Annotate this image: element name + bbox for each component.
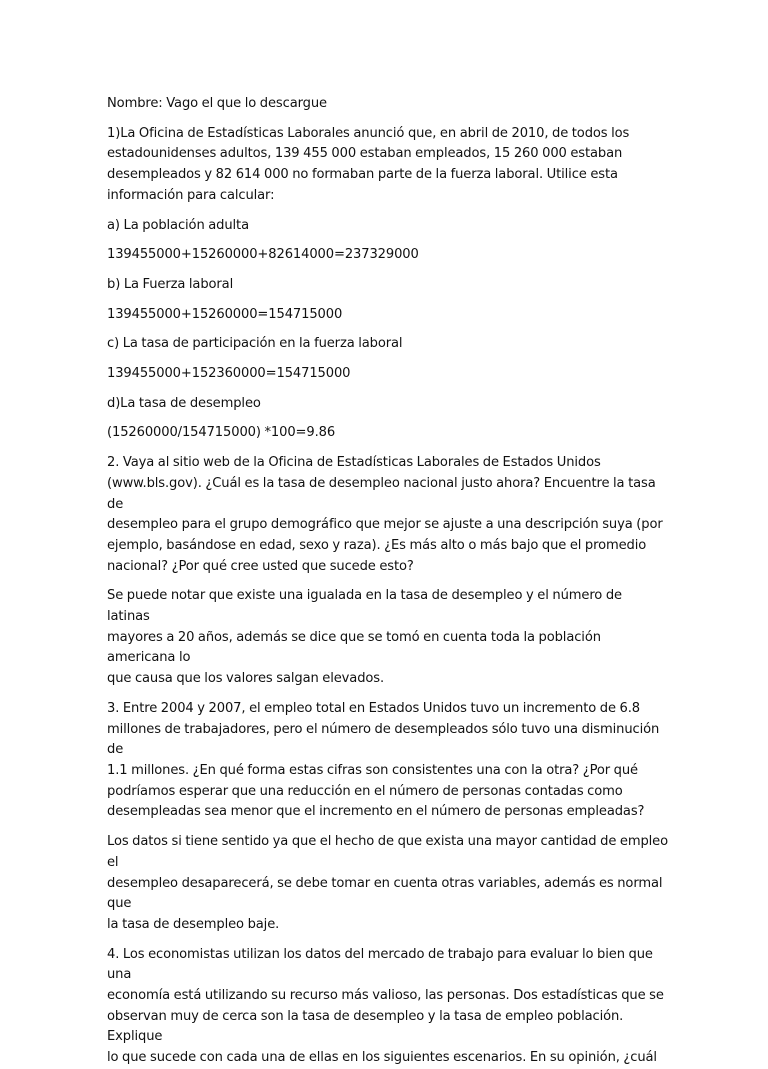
question-2-text: 2. Vaya al sitio web de la Oficina de Estadísticas Laborales de Estados Unidos (www.bls.gov). ¿Cuál es la tasa de desempleo nacional justo ahora? Encuentre la tasa de desempleo para el grupo demográfico que mejor se ajuste a una descripción suya (por ejemplo, basándose en edad, sexo y raza). ¿Es más alto o más bajo que el promedio nacional? ¿Por qué cree usted que sucede esto? xyxy=(107,455,663,574)
question-3-text: 3. Entre 2004 y 2007, el empleo total en Estados Unidos tuvo un incremento de 6.8 millones de trabajadores, pero el número de desempleados sólo tuvo una disminución de 1.1 millones. ¿En qué forma estas cifras son consistentes una con la otra? ¿Por qué podríamos esperar que una reducción en el número de personas contadas como desempleadas sea menor que el incremento en el número de personas empleadas? xyxy=(107,700,660,820)
item-a-label: a) La población adulta xyxy=(107,217,249,233)
answer-2-text: Se puede notar que existe una igualada en la tasa de desempleo y el número de latinas mayores a 20 años, además se dice que se tomó en cuenta toda la población americana lo que causa que los valores salgan elevados. xyxy=(107,588,622,687)
item-b-answer: 139455000+15260000=154715000 xyxy=(107,306,343,322)
answer-3-text: Los datos si tiene sentido ya que el hecho de que exista una mayor cantidad de empleo el desempleo desaparecerá, se debe tomar en cuenta otras variables, además es normal que la tasa de desempleo baje. xyxy=(107,834,669,932)
item-b-label: b) La Fuerza laboral xyxy=(107,276,234,292)
question-4-text: 4. Los economistas utilizan los datos del mercado de trabajo para evaluar lo bien que una economía está utilizando su recurso más valioso, las personas. Dos estadísticas que se observan muy de cerca son la tasa de desempleo y la tasa de empleo población. Explique lo que sucede con cada una de ellas en los siguientes escenarios. En su opinión, ¿cuál xyxy=(107,946,664,1066)
item-c-answer: 139455000+152360000=154715000 xyxy=(107,366,351,382)
question-1-text: 1)La Oficina de Estadísticas Laborales anunció que, en abril de 2010, de todos los estadounidenses adultos, 139 455 000 estaban empleados, 15 260 000 estaban desempleados y 82 614 000 no formaban parte de la fuerza laboral. Utilice esta información para calcular: xyxy=(107,125,630,203)
item-d-answer: (15260000/154715000) *100=9.86 xyxy=(107,425,336,441)
item-a-answer: 139455000+15260000+82614000=237329000 xyxy=(107,247,419,263)
item-c-label: c) La tasa de participación en la fuerza laboral xyxy=(107,336,403,352)
item-d-label: d)La tasa de desempleo xyxy=(107,395,261,411)
name-line: Nombre: Vago el que lo descargue xyxy=(107,96,327,111)
